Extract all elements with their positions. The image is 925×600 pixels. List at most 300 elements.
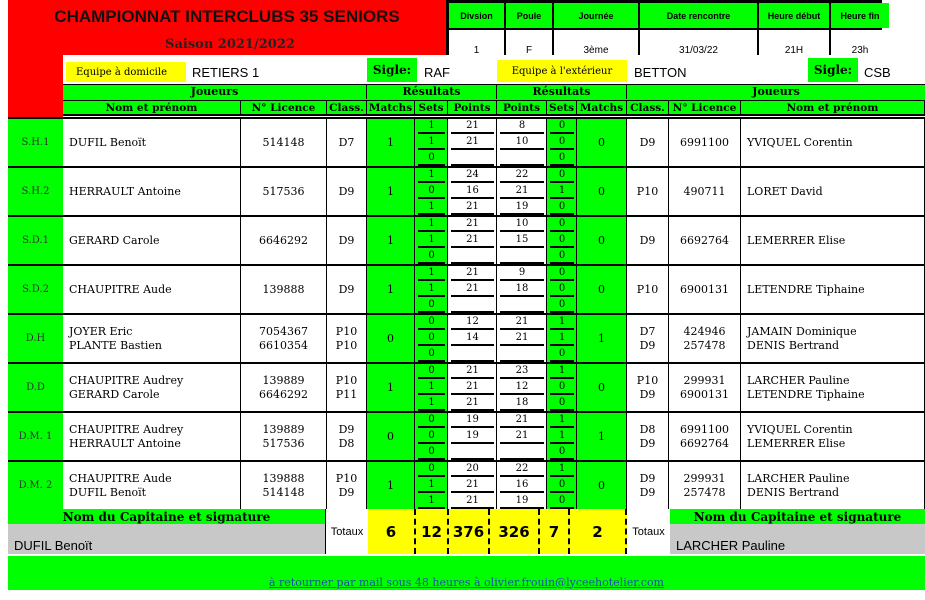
away-class-value[interactable]: D7 [639, 324, 656, 338]
match-row [8, 362, 925, 411]
away-class-value[interactable]: D9 [639, 338, 656, 352]
home-points-value[interactable]: 21 [451, 200, 494, 215]
home-licence-value[interactable]: 139889 [262, 422, 305, 436]
away-points-value[interactable]: 22 [500, 168, 544, 183]
home-licence-value[interactable]: 517536 [262, 184, 305, 198]
away-matchs[interactable]: 0 [577, 217, 627, 264]
away-class-value[interactable]: P10 [636, 373, 659, 387]
home-points-value[interactable]: 21 [451, 135, 494, 150]
away-sets [547, 364, 577, 411]
home-class-value[interactable]: D9 [338, 422, 355, 436]
season-label: Saison 2021/2022 [165, 36, 295, 52]
home-class [327, 315, 367, 362]
home-points [448, 315, 497, 362]
total-home-sets: 12 [416, 509, 449, 554]
away-player-names-value[interactable]: LEMERRER Elise [747, 233, 846, 247]
home-sets-value[interactable]: 1 [418, 266, 445, 281]
away-col-class: Class. [627, 101, 669, 115]
away-class-value[interactable]: D9 [639, 436, 656, 450]
home-class-value[interactable]: P10 [335, 373, 358, 387]
away-resultats-header: Résultats [497, 84, 627, 99]
away-sets-value[interactable]: 1 [550, 462, 574, 477]
away-totals-label: Totaux [627, 509, 670, 554]
away-class-value[interactable]: D8 [639, 422, 656, 436]
away-points-value[interactable]: 19 [500, 200, 544, 215]
away-points-value[interactable]: 19 [500, 494, 544, 509]
page-title: CHAMPIONNAT INTERCLUBS 35 SENIORS [54, 7, 400, 26]
home-player-names-value[interactable]: CHAUPITRE Aude [69, 471, 172, 485]
away-licence-value[interactable]: 6692764 [680, 436, 729, 450]
total-home-points: 376 [449, 509, 490, 554]
away-player-names-value[interactable]: JAMAIN Dominique [747, 324, 857, 338]
away-player-names-value[interactable]: YVIQUEL Corentin [747, 135, 853, 149]
home-sets [415, 119, 448, 166]
away-captain-label: Nom du Capitaine et signature [670, 509, 925, 524]
home-points-value[interactable]: 21 [451, 217, 494, 232]
home-licence-value[interactable]: 514148 [262, 485, 305, 499]
match-type: D.D [8, 364, 63, 411]
home-points-value[interactable]: 21 [451, 282, 494, 297]
home-sets [415, 315, 448, 362]
away-points-value[interactable]: 21 [500, 413, 544, 428]
home-licence-value[interactable]: 139888 [262, 471, 305, 485]
away-sigle-label: Sigle: [808, 58, 858, 82]
away-sigle-value[interactable]: CSB [864, 64, 891, 80]
away-col-points: Points [497, 101, 547, 115]
home-points-value[interactable] [451, 445, 494, 460]
away-sets [547, 413, 577, 460]
away-sets-value[interactable]: 0 [550, 445, 574, 460]
away-player-names-value[interactable]: LETENDRE Tiphaine [747, 387, 865, 401]
away-player-names-value[interactable]: LEMERRER Elise [747, 436, 846, 450]
home-class-value[interactable]: P11 [335, 387, 358, 401]
away-sets-value[interactable]: 0 [550, 282, 574, 297]
away-points-value[interactable]: 18 [500, 282, 544, 297]
home-licence [241, 462, 327, 509]
away-col-sets: Sets [547, 101, 577, 115]
home-col-matchs: Matchs [367, 101, 415, 115]
home-col-points: Points [448, 101, 497, 115]
away-class [627, 315, 669, 362]
away-points [497, 119, 547, 166]
away-licence-value[interactable]: 6991100 [680, 422, 729, 436]
totals-row [368, 509, 627, 554]
home-sets-value[interactable]: 1 [418, 119, 445, 134]
home-points-value[interactable]: 21 [451, 119, 494, 134]
away-points-value[interactable]: 10 [500, 135, 544, 150]
home-licence [241, 315, 327, 362]
home-player-names-value[interactable]: CHAUPITRE Audrey [69, 422, 184, 436]
match-row [8, 166, 925, 215]
home-resultats-header: Résultats [367, 84, 497, 99]
away-licence-value[interactable]: 424946 [683, 324, 726, 338]
total-away-points: 326 [490, 509, 540, 554]
away-class-value[interactable]: P10 [636, 184, 659, 198]
info-header-5: Heure fin [831, 3, 889, 28]
info-value-1[interactable]: F [506, 30, 552, 62]
away-class [627, 217, 669, 264]
total-away-matchs: 2 [570, 509, 627, 554]
home-player-names [63, 413, 241, 460]
home-player-names-value[interactable]: JOYER Eric [69, 324, 133, 338]
away-licence-value[interactable]: 490711 [683, 184, 726, 198]
away-sets [547, 217, 577, 264]
home-player-names-value[interactable]: GERARD Carole [69, 233, 160, 247]
away-class-value[interactable]: P10 [636, 282, 659, 296]
away-points [497, 462, 547, 509]
away-points-value[interactable] [500, 249, 544, 264]
home-player-names [63, 168, 241, 215]
away-player-names [741, 119, 925, 166]
away-points-value[interactable]: 12 [500, 380, 544, 395]
away-licence [669, 266, 741, 313]
home-col-sets: Sets [415, 101, 448, 115]
home-totals-label: Totaux [325, 509, 368, 554]
away-licence [669, 315, 741, 362]
home-player-names-value[interactable]: DUFIL Benoït [69, 135, 147, 149]
away-sets-value[interactable]: 0 [550, 249, 574, 264]
home-sets-value[interactable]: 1 [418, 217, 445, 232]
away-class-value[interactable]: D9 [639, 135, 656, 149]
home-matchs[interactable]: 1 [367, 462, 415, 509]
match-row [8, 215, 925, 264]
home-sets [415, 266, 448, 313]
away-points-value[interactable]: 10 [500, 217, 544, 232]
away-class [627, 168, 669, 215]
away-sets-value[interactable]: 0 [550, 396, 574, 411]
home-player-names-value[interactable]: CHAUPITRE Aude [69, 282, 172, 296]
away-licence-value[interactable]: 299931 [683, 471, 726, 485]
away-player-names-value[interactable]: YVIQUEL Corentin [747, 422, 853, 436]
away-sets [547, 119, 577, 166]
away-col-matchs: Matchs [577, 101, 627, 115]
away-sets-value[interactable]: 0 [550, 266, 574, 281]
away-points [497, 364, 547, 411]
home-player-names-value[interactable]: DUFIL Benoït [69, 485, 147, 499]
home-points-value[interactable]: 21 [451, 478, 494, 493]
away-matchs[interactable]: 0 [577, 119, 627, 166]
home-sets [415, 217, 448, 264]
away-points-value[interactable]: 16 [500, 478, 544, 493]
home-sets-value[interactable]: 0 [418, 429, 445, 444]
home-matchs[interactable]: 0 [367, 315, 415, 362]
home-sets-value[interactable]: 1 [418, 396, 445, 411]
home-points-value[interactable] [451, 298, 494, 313]
home-sets-value[interactable]: 1 [418, 380, 445, 395]
away-player-names-value[interactable]: LARCHER Pauline [747, 373, 850, 387]
home-class [327, 168, 367, 215]
home-licence-value[interactable]: 139889 [262, 373, 305, 387]
away-points-value[interactable]: 9 [500, 266, 544, 281]
home-matchs[interactable]: 1 [367, 119, 415, 166]
away-sets [547, 462, 577, 509]
away-points-value[interactable] [500, 298, 544, 313]
home-sets-value[interactable]: 1 [418, 135, 445, 150]
info-value-0[interactable]: 1 [449, 30, 504, 62]
home-sets-value[interactable]: 1 [418, 282, 445, 297]
home-class-value[interactable]: D9 [338, 233, 355, 247]
away-class-value[interactable]: D9 [639, 471, 656, 485]
away-matchs[interactable]: 1 [577, 413, 627, 460]
home-class [327, 266, 367, 313]
home-player-names-value[interactable]: CHAUPITRE Audrey [69, 373, 184, 387]
away-player-names [741, 266, 925, 313]
away-points [497, 266, 547, 313]
home-points-value[interactable]: 21 [451, 494, 494, 509]
home-sets-value[interactable]: 0 [418, 445, 445, 460]
home-sets-value[interactable]: 1 [418, 494, 445, 509]
away-points-value[interactable] [500, 347, 544, 362]
away-sets-value[interactable]: 0 [550, 168, 574, 183]
away-class [627, 364, 669, 411]
home-licence [241, 413, 327, 460]
away-sets-value[interactable]: 0 [550, 200, 574, 215]
home-sets-value[interactable]: 0 [418, 298, 445, 313]
home-points [448, 413, 497, 460]
home-player-names [63, 462, 241, 509]
home-points [448, 266, 497, 313]
home-sets-value[interactable]: 1 [418, 168, 445, 183]
info-value-5[interactable]: 23h [831, 30, 889, 62]
home-points-value[interactable]: 16 [451, 184, 494, 199]
home-points [448, 119, 497, 166]
away-licence-value[interactable]: 257478 [683, 338, 726, 352]
away-team-label: Equipe à l'extérieur [497, 60, 627, 82]
info-value-3[interactable]: 31/03/22 [640, 30, 757, 62]
home-sigle-value[interactable]: RAF [424, 64, 450, 80]
home-points [448, 462, 497, 509]
home-player-names-value[interactable]: GERARD Carole [69, 387, 160, 401]
away-licence-value[interactable]: 257478 [683, 485, 726, 499]
match-row [8, 313, 925, 362]
away-player-names [741, 364, 925, 411]
home-points-value[interactable]: 14 [451, 331, 494, 346]
away-sets-value[interactable]: 1 [550, 315, 574, 330]
info-value-4[interactable]: 21H [759, 30, 829, 62]
home-points [448, 168, 497, 215]
away-sets-value[interactable]: 0 [550, 233, 574, 248]
home-sets-value[interactable]: 0 [418, 184, 445, 199]
home-team-name[interactable]: RETIERS 1 [192, 64, 260, 80]
home-licence-value[interactable]: 6646292 [259, 387, 308, 401]
away-team-name[interactable]: BETTON [634, 64, 687, 80]
away-licence-value[interactable]: 6900131 [680, 282, 729, 296]
away-points [497, 217, 547, 264]
away-points-value[interactable]: 8 [500, 119, 544, 134]
info-header-4: Heure début [759, 3, 829, 28]
away-points-value[interactable]: 23 [500, 364, 544, 379]
home-sets-value[interactable]: 0 [418, 331, 445, 346]
away-matchs[interactable]: 0 [577, 364, 627, 411]
footer-mail-link[interactable] [8, 574, 925, 590]
home-sets [415, 413, 448, 460]
home-captain-name[interactable]: DUFIL Benoït [14, 538, 93, 553]
home-licence-value[interactable]: 7054367 [259, 324, 308, 338]
away-sets-value[interactable]: 0 [550, 135, 574, 150]
home-class-value[interactable]: P10 [335, 471, 358, 485]
home-points-value[interactable]: 21 [451, 266, 494, 281]
away-points [497, 413, 547, 460]
sub-headers [63, 100, 925, 116]
away-captain-name[interactable]: LARCHER Pauline [676, 538, 786, 553]
away-points [497, 168, 547, 215]
total-home-matchs: 6 [368, 509, 416, 554]
home-licence-value[interactable]: 6646292 [259, 233, 308, 247]
total-away-sets: 7 [540, 509, 570, 554]
away-player-names-value[interactable]: LARCHER Pauline [747, 471, 850, 485]
away-points-value[interactable]: 18 [500, 396, 544, 411]
home-sets-value[interactable]: 0 [418, 249, 445, 264]
home-class [327, 119, 367, 166]
home-class-value[interactable]: D9 [338, 282, 355, 296]
home-class-value[interactable]: D9 [338, 485, 355, 499]
home-points-value[interactable]: 19 [451, 429, 494, 444]
home-matchs[interactable]: 1 [367, 168, 415, 215]
home-licence [241, 119, 327, 166]
away-sets-value[interactable]: 1 [550, 413, 574, 428]
home-sets-value[interactable]: 0 [418, 315, 445, 330]
match-row [8, 117, 925, 166]
away-sets-value[interactable]: 1 [550, 184, 574, 199]
away-class-value[interactable]: D9 [639, 485, 656, 499]
home-points-value[interactable] [451, 151, 494, 166]
home-sets [415, 168, 448, 215]
home-sets-value[interactable]: 0 [418, 151, 445, 166]
home-matchs[interactable]: 1 [367, 364, 415, 411]
away-player-names-value[interactable]: DENIS Bertrand [747, 338, 840, 352]
home-player-names-value[interactable]: HERRAULT Antoine [69, 184, 181, 198]
info-value-2[interactable]: 3ème [554, 30, 638, 62]
away-licence [669, 462, 741, 509]
away-sets-value[interactable]: 1 [550, 429, 574, 444]
away-player-names-value[interactable]: LORET David [747, 184, 823, 198]
away-points-value[interactable]: 22 [500, 462, 544, 477]
away-sets-value[interactable]: 0 [550, 380, 574, 395]
away-licence-value[interactable]: 6900131 [680, 387, 729, 401]
home-points-value[interactable]: 12 [451, 315, 494, 330]
home-player-names-value[interactable]: HERRAULT Antoine [69, 436, 181, 450]
away-sets-value[interactable]: 0 [550, 119, 574, 134]
home-sigle-label: Sigle: [367, 58, 417, 82]
away-sets-value[interactable]: 0 [550, 151, 574, 166]
home-class-value[interactable]: D9 [338, 184, 355, 198]
home-licence-value[interactable]: 517536 [262, 436, 305, 450]
home-sets [415, 462, 448, 509]
match-type: S.D.1 [8, 217, 63, 264]
away-licence-value[interactable]: 6692764 [680, 233, 729, 247]
title-left-red [8, 55, 63, 117]
home-points-value[interactable]: 24 [451, 168, 494, 183]
away-sets-value[interactable]: 0 [550, 298, 574, 313]
away-sets-value[interactable]: 0 [550, 347, 574, 362]
footer-mail-text[interactable]: à retourner par mail sous 48 heures à olivier.frouin@lyceehotelier.com [268, 575, 664, 589]
away-matchs[interactable]: 0 [577, 168, 627, 215]
away-points-value[interactable]: 21 [500, 184, 544, 199]
home-sets [415, 364, 448, 411]
home-licence-value[interactable]: 514148 [262, 135, 305, 149]
away-player-names-value[interactable]: LETENDRE Tiphaine [747, 282, 865, 296]
home-matchs[interactable]: 1 [367, 266, 415, 313]
away-points-value[interactable]: 21 [500, 315, 544, 330]
home-sets-value[interactable]: 0 [418, 347, 445, 362]
home-class-value[interactable]: D7 [338, 135, 355, 149]
home-licence-value[interactable]: 139888 [262, 282, 305, 296]
home-player-names [63, 217, 241, 264]
home-points-value[interactable]: 21 [451, 380, 494, 395]
away-sets-value[interactable]: 1 [550, 331, 574, 346]
home-col-licence: N° Licence [241, 101, 327, 115]
home-sets-value[interactable]: 0 [418, 413, 445, 428]
away-sets-value[interactable]: 0 [550, 478, 574, 493]
home-col-class: Class. [327, 101, 367, 115]
home-player-names [63, 315, 241, 362]
home-class-value[interactable]: D8 [338, 436, 355, 450]
away-class-value[interactable]: D9 [639, 387, 656, 401]
home-points-value[interactable] [451, 249, 494, 264]
away-joueurs-header: Joueurs [752, 85, 800, 98]
away-points-value[interactable]: 15 [500, 233, 544, 248]
away-licence [669, 168, 741, 215]
match-type: S.H.1 [8, 119, 63, 166]
away-matchs[interactable]: 0 [577, 266, 627, 313]
away-player-names [741, 413, 925, 460]
home-points-value[interactable]: 20 [451, 462, 494, 477]
home-class-value[interactable]: P10 [335, 324, 358, 338]
home-points-value[interactable]: 21 [451, 396, 494, 411]
away-points-value[interactable] [500, 445, 544, 460]
away-sets-value[interactable]: 0 [550, 217, 574, 232]
match-type: D.M. 2 [8, 462, 63, 509]
home-points-value[interactable]: 19 [451, 413, 494, 428]
away-sets-value[interactable]: 1 [550, 364, 574, 379]
home-player-names [63, 364, 241, 411]
home-class-value[interactable]: P10 [335, 338, 358, 352]
home-points-value[interactable] [451, 347, 494, 362]
home-points-value[interactable]: 21 [451, 364, 494, 379]
away-matchs[interactable]: 0 [577, 462, 627, 509]
away-sets-value[interactable]: 0 [550, 494, 574, 509]
away-player-names [741, 217, 925, 264]
away-licence-value[interactable]: 299931 [683, 373, 726, 387]
away-player-names-value[interactable]: DENIS Bertrand [747, 485, 840, 499]
away-matchs[interactable]: 1 [577, 315, 627, 362]
away-player-names [741, 462, 925, 509]
home-sets-value[interactable]: 1 [418, 200, 445, 215]
match-type: S.H.2 [8, 168, 63, 215]
away-player-names [741, 315, 925, 362]
home-sets-value[interactable]: 1 [418, 478, 445, 493]
home-sets-value[interactable]: 0 [418, 364, 445, 379]
home-sets-value[interactable]: 1 [418, 233, 445, 248]
home-licence-value[interactable]: 6610354 [259, 338, 308, 352]
match-row [8, 460, 925, 509]
away-points-value[interactable]: 21 [500, 429, 544, 444]
home-matchs[interactable]: 1 [367, 217, 415, 264]
away-points-value[interactable] [500, 151, 544, 166]
home-licence [241, 168, 327, 215]
home-sets-value[interactable]: 0 [418, 462, 445, 477]
home-class [327, 217, 367, 264]
home-points-value[interactable]: 21 [451, 233, 494, 248]
away-class-value[interactable]: D9 [639, 233, 656, 247]
away-points-value[interactable]: 21 [500, 331, 544, 346]
match-info-table [446, 0, 882, 55]
away-class [627, 462, 669, 509]
home-matchs[interactable]: 0 [367, 413, 415, 460]
away-licence-value[interactable]: 6991100 [680, 135, 729, 149]
home-captain-label: Nom du Capitaine et signature [8, 509, 325, 524]
home-player-names-value[interactable]: PLANTE Bastien [69, 338, 162, 352]
